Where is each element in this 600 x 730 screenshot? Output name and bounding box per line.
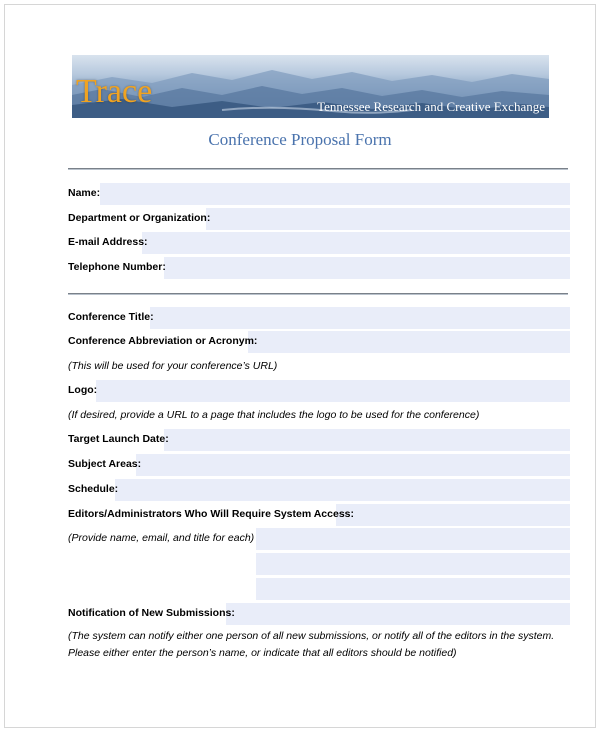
launch-date-field[interactable] (164, 429, 570, 451)
editors-note-row (68, 527, 254, 549)
logo-field[interactable] (96, 380, 570, 402)
trace-logo-text: Trace (76, 73, 153, 110)
editors-note: (Provide name, email, and title for each) (68, 532, 255, 544)
launch-date-row (68, 428, 169, 450)
abbreviation-field[interactable] (248, 331, 570, 353)
department-label: Department or Organization: (68, 212, 211, 224)
abbreviation-note: (This will be used for your conference’s URL) (68, 360, 278, 372)
conference-title-label: Conference Title: (68, 311, 154, 323)
notification-note-row-1 (68, 627, 554, 645)
logo-label: Logo: (68, 384, 98, 396)
editors-label: Editors/Administrators Who Will Require System Access: (68, 508, 354, 520)
schedule-field[interactable] (115, 479, 570, 501)
header-banner (72, 55, 549, 118)
editors-field-line-4[interactable] (256, 578, 570, 600)
subject-areas-row (68, 453, 141, 475)
email-row (68, 231, 148, 253)
abbreviation-label: Conference Abbreviation or Acronym: (68, 335, 258, 347)
editors-field-line-3[interactable] (256, 553, 570, 575)
notification-note-line-2: Please either enter the person’s name, or indicate that all editors should be notified) (68, 647, 457, 659)
abbreviation-row (68, 330, 257, 352)
banner-tagline: Tennessee Research and Creative Exchange (317, 99, 545, 114)
section-divider (68, 168, 568, 170)
notification-row (68, 602, 235, 624)
email-field[interactable] (142, 232, 570, 254)
schedule-label: Schedule: (68, 483, 119, 495)
telephone-field[interactable] (164, 257, 570, 279)
department-field[interactable] (206, 208, 570, 230)
notification-label: Notification of New Submissions: (68, 607, 235, 619)
subject-areas-field[interactable] (136, 454, 570, 476)
telephone-row (68, 256, 166, 278)
notification-note-row-2 (68, 644, 457, 662)
name-row (68, 182, 100, 204)
notification-field[interactable] (226, 603, 570, 625)
editors-row (68, 503, 354, 525)
form-title: Conference Proposal Form (208, 130, 392, 149)
subject-areas-label: Subject Areas: (68, 458, 142, 470)
logo-note: (If desired, provide a URL to a page that includes the logo to be used for the conference) (68, 409, 480, 421)
launch-date-label: Target Launch Date: (68, 433, 169, 445)
department-row (68, 207, 210, 229)
notification-note-line-1: (The system can notify either one person of all new submissions, or notify all of the editors in the system. (68, 630, 555, 642)
schedule-row (68, 478, 118, 500)
conference-title-field[interactable] (150, 307, 570, 329)
telephone-label: Telephone Number: (68, 261, 166, 273)
editors-field[interactable] (336, 504, 570, 526)
name-field[interactable] (100, 183, 570, 205)
editors-field-line-2[interactable] (256, 528, 570, 550)
section-divider (68, 293, 568, 295)
abbreviation-note-row (68, 355, 277, 377)
email-label: E-mail Address: (68, 236, 148, 248)
logo-note-row (68, 404, 479, 426)
conference-title-row (68, 306, 154, 328)
logo-row (68, 379, 97, 401)
name-label: Name: (68, 187, 101, 199)
